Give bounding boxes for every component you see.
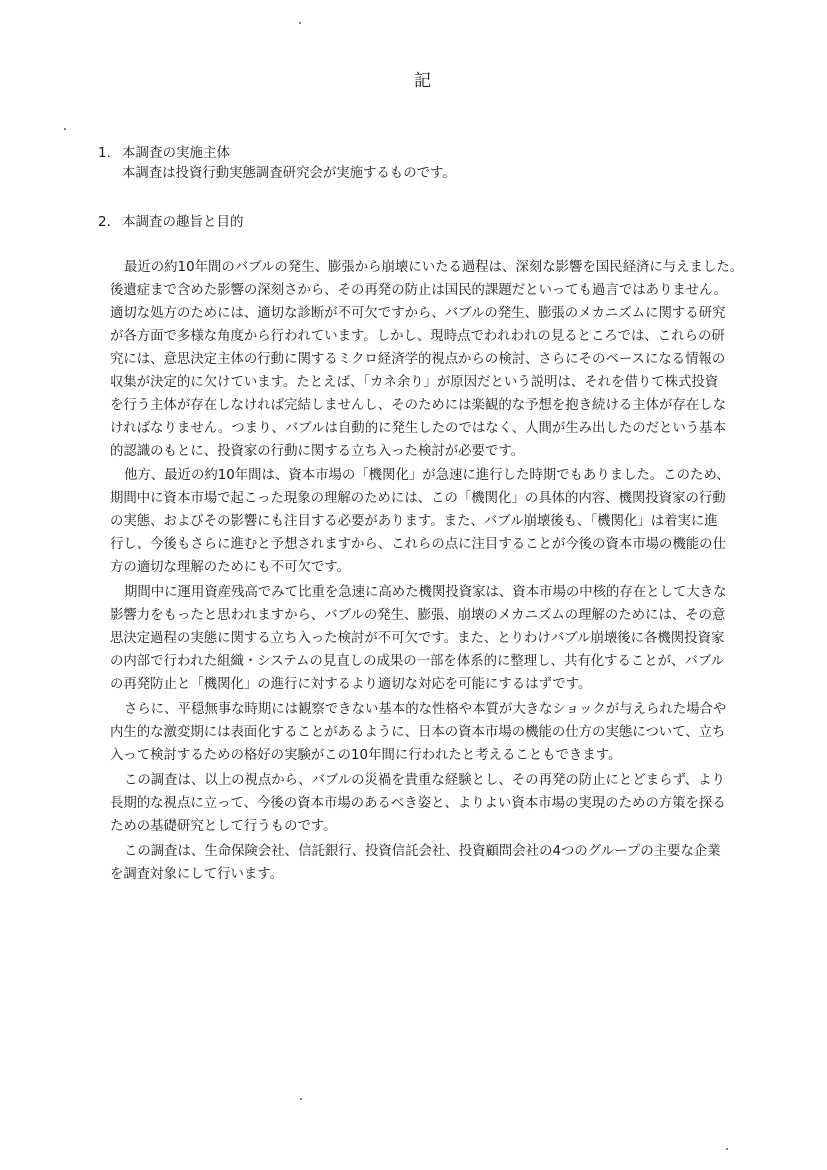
section-2-title: 本調査の趣旨と目的 [122, 214, 244, 230]
paragraph-line: 影響力をもったと思われますから、バブルの発生、膨張、崩壊のメカニズムの理解のためには、その意 [110, 608, 726, 623]
paragraph-line: 長期的な視点に立って、今後の資本市場のあるべき姿と、よりよい資本市場の実現のための方策を探る [110, 796, 726, 811]
paragraph-line: さらに、平穏無事な時期には観察できない基本的な性格や本質が大きなショックが与えられた場合や [124, 702, 727, 717]
paragraph-line: 入って検討するための格好の実験がこの10年間に行われたと考えることもできます。 [110, 748, 622, 763]
paragraph-line: この調査は、以上の視点から、バブルの災禍を貴重な経験とし、その再発の防止にとどまらず、より [124, 773, 725, 788]
section-1-title: 本調査の実施主体 [122, 145, 230, 161]
paragraph-line: を行う主体が存在しなければ完結しませんし、そのためには楽観的な予想を抱き続ける主体が存在しな [110, 398, 726, 413]
paragraph-line: 他方、最近の約10年間は、資本市場の「機関化」が急速に進行した時期でもありました。このため、 [124, 468, 730, 483]
paragraph-line: ければなりません。つまり、バブルは自動的に発生したのではなく、人間が生み出したのだという基本 [110, 421, 726, 436]
paragraph-line: 究には、意思決定主体の行動に関するミクロ経済学的視点からの検討、さらにそのベースになる情報の [110, 352, 726, 367]
paragraph-line: ための基礎研究として行うものです。 [110, 819, 337, 834]
paragraph-line: が各方面で多様な角度から行われています。しかし、現時点でわれわれの見るところでは、これらの研 [110, 329, 725, 344]
paragraph-line: 方の適切な理解のためにも不可欠です。 [110, 560, 350, 575]
paragraph-line: 収集が決定的に欠けています。たとえば、「カネ余り」が原因だという説明は、それを借りて株式投資 [110, 375, 719, 390]
section-2-heading [98, 212, 244, 232]
section-1-number: 1. [98, 145, 111, 161]
scan-speck [726, 1148, 728, 1150]
scan-speck [299, 22, 301, 24]
section-1-heading [98, 143, 230, 163]
paragraph-line: 最近の約10年間のバブルの発生、膨張から崩壊にいたる過程は、深刻な影響を国民経済に与えました。 [124, 260, 744, 275]
document-title: 記 [414, 71, 433, 91]
paragraph-line: 的認識のもとに、投資家の行動に関する立ち入った検討が必要です。 [110, 444, 525, 459]
paragraph-line: を調査対象にして行います。 [110, 867, 284, 882]
paragraph-line: の再発防止と「機関化」の進行に対するより適切な対応を可能にするはずです。 [110, 677, 592, 692]
paragraph-line: 適切な処方のためには、適切な診断が不可欠ですから、バブルの発生、膨張のメカニズムに関する研究 [110, 306, 726, 321]
paragraph-line: の内部で行われた組織・システムの見直しの成果の一部を体系的に整理し、共有化することが、バブル [110, 654, 725, 669]
paragraph-line: 内生的な激変期には表面化することがあるように、日本の資本市場の機能の仕方の実態について、立ち [110, 725, 726, 740]
paragraph-line: この調査は、生命保険会社、信託銀行、投資信託会社、投資顧問会社の4つのグループの主要な企業 [124, 844, 721, 859]
paragraph-line: 期間中に運用資産残高でみて比重を急速に高めた機関投資家は、資本市場の中核的存在として大きな [124, 585, 727, 600]
paragraph-line: 後遺症まで含めた影響の深刻さから、その再発の防止は国民的課題だといっても過言ではありません。 [110, 283, 727, 298]
paragraph-line: の実態、およびその影響にも注目する必要があります。また、バブル崩壊後も、「機関化」は着実に進 [110, 514, 718, 529]
paragraph-line: 期間中に資本市場で起こった現象の理解のためには、この「機関化」の具体的内容、機関投資家の行動 [110, 491, 726, 506]
section-2-number: 2. [98, 214, 111, 230]
section-1-body: 本調査は投資行動実態調査研究会が実施するものです。 [122, 166, 456, 181]
scan-speck [300, 1098, 302, 1100]
paragraph-line: 思決定過程の実態に関する立ち入った検討が不可欠です。また、とりわけバブル崩壊後に各機関投資家 [110, 631, 725, 646]
scan-speck [64, 128, 66, 130]
paragraph-line: 行し、今後もさらに進むと予想されますから、これらの点に注目することが今後の資本市場の機能の仕 [110, 537, 726, 552]
